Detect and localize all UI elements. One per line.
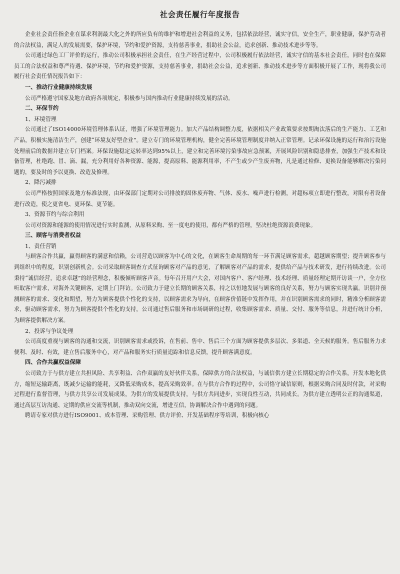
section-heading: 三、顾客与消费者权益	[25, 233, 81, 240]
subsection-heading: 1、环境管理	[25, 116, 57, 123]
section-heading: 一、推动行业健康持续发展	[25, 84, 93, 91]
paragraph: 公司对资源和能源的使用情况进行实时监测，从原料采购、至一度电的使用，都有严格的管理，坚决杜绝资源浪费现象。	[25, 222, 317, 229]
subsection-heading: 2、投诉与争议处理	[25, 328, 74, 335]
paragraph: 聘请专家对供方进行ISO9001、成本管理、采购管理、供方评价、开发基础程序等培训，积极向核心	[25, 413, 270, 420]
paragraph: 公司通过绿色工厂评价的运行，推动公司积极承担社会责任，在生产经营过程中，公司积极履行依法经营，诚实守信的基本社会责任，同时也在保障员工的合法权益和尊严待遇、保护环境，节约和爱护资源，支持慈善事业，捐助社会公益，追求创新、推动技术进步等方面积极开展了工作，现将我公司履行社会责任情况报告如下：	[14, 53, 386, 81]
section-heading: 二、环保节约	[25, 106, 59, 113]
document-title: 社会责任履行年度报告	[160, 10, 240, 19]
paragraph: 与顾客合作共赢，赢得顾客的满意和信赖，公司营造以顾客为中心的文化，在顾客生命周期的每一环节满足顾客需求，超越顾客期望；提升顾客参与到组织中的程度，识别创新机会。公司采取顾客调查方式征询顾客对产品的意见，了解顾客对产品的需求，提供给产品与技术研发，进行持续改进。公司秉持“诚信经营，追求卓越”的经营理念，积极倾听顾客声音。每年召开用户大会，对国内客户、客户经理、技术经理、质量经理定期开访谈一户，全方位听取客户需求，对海外关键顾客，定期上门拜访。公司致力于建立长期的顾客关系，持之以恒地发展与顾客的良好关系，努力与顾客实现共赢。识别并预测顾客的需求、变化和期望，努力为顾客提供个性化的支持，以顾客需求为导向，在顾客价值链中发挥作用，并在识别顾客需求的同时，精准分析顾客需求，驱动顾客需求，努力为顾客提供个性化的支持，公司通过售后服务和市场调研的过程，收集顾客需求、质量、交付、服务等信息，并进行统计分析，为顾客提供解决方案。	[14, 254, 386, 325]
paragraph: 公司致力于与供方建立共担风险、共享利益、合作双赢的友好伙伴关系，保障供方的合法权益，与诚信供方建立长期稳定的合作关系，开发本地化供方，缩短运输距离，既减少运输的能耗，又降低采购成本，提高采购效率。在与供方合作的过程中，公司恪守诚信原则，根据采购合同及时付款，对采购过程进行监督管理，与供方共享公司发展成果，为供方的发展提供支持，与供方共同进步，实现良性互动，共同成长。为供方建立透明公正的沟通渠道，通过高层互访沟通、定期的供应交流等机制，推动双向交流，增进互信，协调解决合作中遇到的问题。	[14, 371, 386, 409]
document-body	[14, 30, 386, 422]
paragraph: 企业社会责任指企业在谋求利润最大化之外的所应负有的维护和增进社会利益的义务，包括依法经营，诚实守信，安全生产，职业健康，保护劳动者的合法权益，满足人的发展需要，保护环境，节约和爱护资源，支持慈善事业，捐助社会公益，追求创新、推动技术进步等等。	[14, 32, 386, 49]
section-heading: 四、合作共赢权益保障	[25, 360, 81, 367]
paragraph: 公司严格遵守国家及地方政府各项规定，积极参与国内推动行业健康持续发展的活动。	[25, 95, 234, 102]
subsection-heading: 3、资源节约与综合利用	[25, 212, 85, 219]
subsection-heading: 2、降污减排	[25, 180, 57, 187]
subsection-heading: 1、责任营销	[25, 243, 57, 250]
paragraph: 公司高度重视与顾客的沟通和交流，识别顾客需求或投诉，在售前、售中、售后三个方面为顾客提供多层次、多渠道、全天候的服务。售后服务力求便利、及时、有效，建立售后服务中心，对产品和服务实行质量追踪和信息反馈，提升顾客满意度。	[14, 339, 386, 356]
paragraph: 公司通过了ISO14000环境管理体系认证，增强了环境管理能力。加大产品结构调整力度，依据相关产业政策要求按期淘汰落后的生产能力、工艺和产品，积极实施清洁生产，创建“环境友好型企业”。建立专门的环境管理机构，健全完善环境管理制度并纳入正常管理。记录环保设施的运行和治污设施处理前后的数据并建立专门档案。环保设施稳定运转率达到95%以上，建立和完善环境污染事故应急预案，开展风险识别和隐患排查，加强生产技术和设备管理，杜绝跑、冒、滴、漏，充分利用好各种资源、能源，提高原料、能源利用率，不产生或少产生废弃物，凡是通过检修、更换设备能够解决污染问题的，要及时的予以更换、改造及修理。	[14, 127, 386, 176]
paragraph: 公司严格按照国家及地方标准法规，由环保部门定期对公司排放的固体废弃物、气体、废水、噪声进行检测，对超标项立即进行整改，对限有者设备进行改造，使之更省电、更环保、更节能。	[14, 190, 386, 208]
